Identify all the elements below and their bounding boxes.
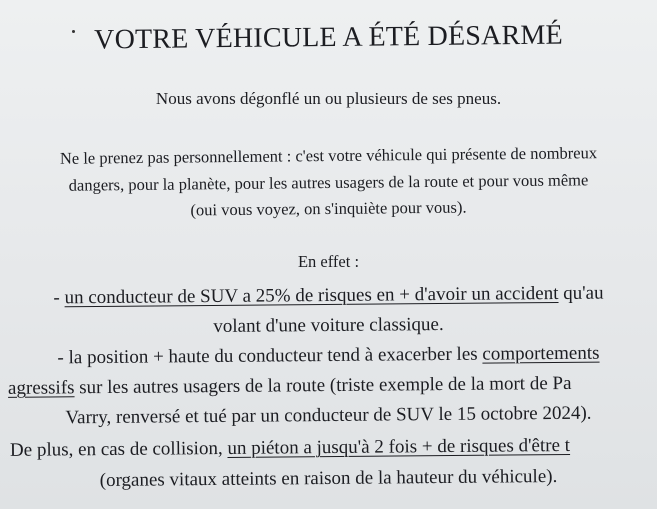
para3-underlined: un piéton a jusqu'à 2 fois + de risques d'être t	[227, 434, 571, 459]
intro-line-2: dangers, pour la planète, pour les autres usagers de la route et pour vous même	[68, 170, 589, 195]
bullet2-underlined-2: agressifs	[7, 377, 75, 399]
bullet1-suffix: qu'au	[558, 282, 604, 304]
para3-line-1	[10, 434, 657, 462]
intro-line-3: (oui vous voyez, on s'inquiète pour vous).	[190, 197, 467, 220]
bullet2-line-1	[0, 342, 657, 370]
bullet1-underlined: un conducteur de SUV a 25% de risques en + d'avoir un accident	[64, 282, 559, 309]
bullet1-line-2: volant d'une voiture classique.	[213, 313, 444, 338]
subtitle: Nous avons dégonflé un ou plusieurs de ses pneus.	[155, 89, 502, 108]
bullet2-text: - la position + haute du conducteur tend à exacerber les	[57, 343, 483, 369]
bullet2-line-3: Varry, renversé et tué par un conducteur de SUV le 15 octobre 2024).	[65, 402, 592, 429]
bullet1-prefix: -	[53, 287, 65, 309]
para3-line-2: (organes vitaux atteints en raison de la hauteur du véhicule).	[99, 466, 558, 491]
bullet1-line-1	[0, 282, 657, 310]
en-effet-heading: En effet :	[297, 252, 360, 271]
bullet2-line-2	[8, 372, 657, 400]
page-title: VOTRE VÉHICULE A ÉTÉ DÉSARMÉ	[94, 19, 563, 56]
para3-text: De plus, en cas de collision,	[9, 437, 228, 461]
intro-line-1: Ne le prenez pas personnellement : c'est votre véhicule qui présente de nombreux	[59, 143, 598, 168]
bullet2-text-2: sur les autres usagers de la route (triste exemple de la mort de Pa	[74, 372, 572, 399]
bullet2-underlined-1: comportements	[482, 342, 600, 365]
